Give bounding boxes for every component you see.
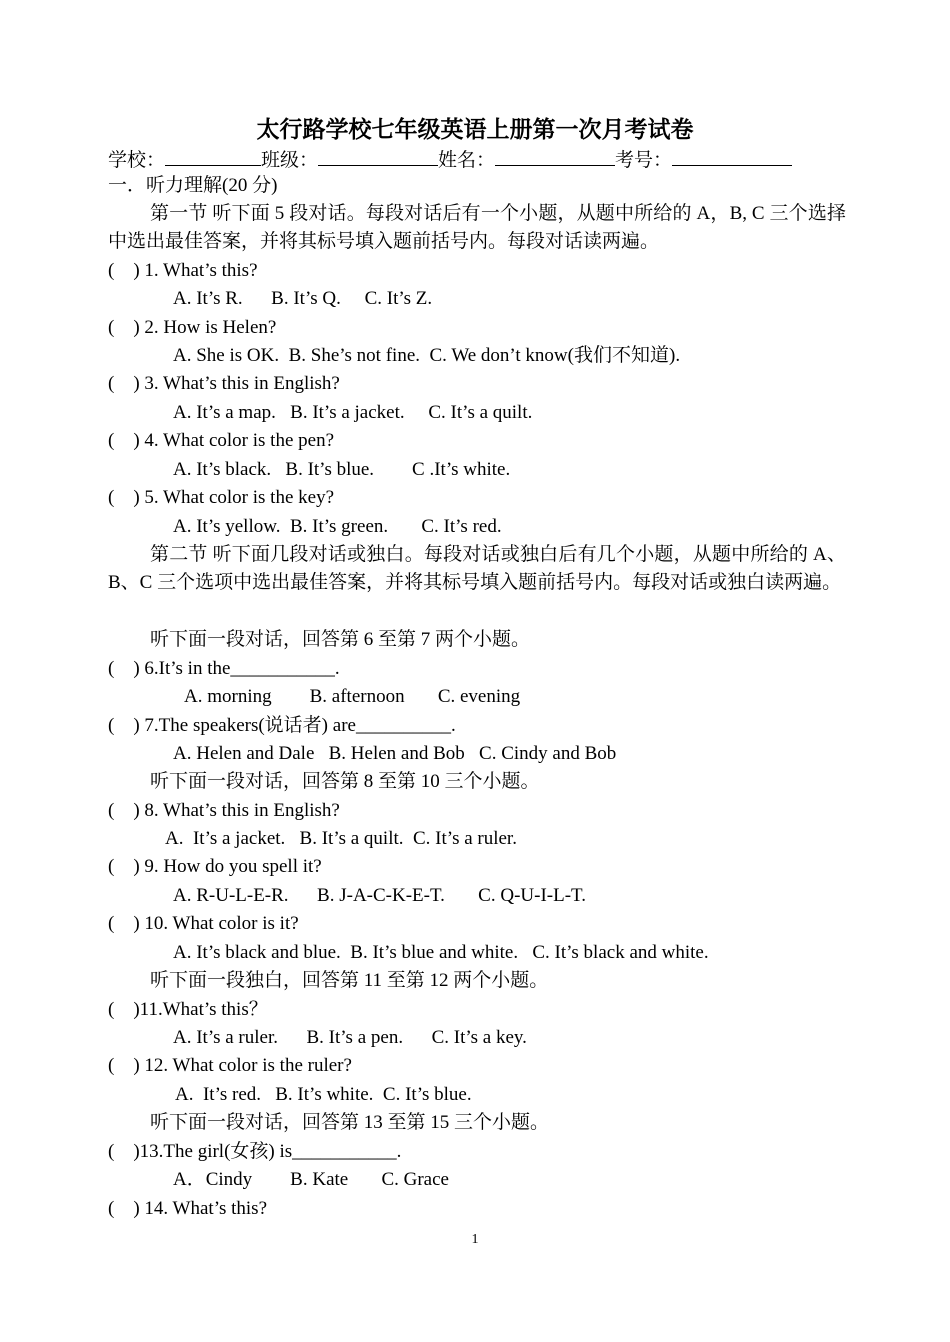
listening-prompt-11-12: 听下面一段独白，回答第 11 至第 12 两个小题。 (150, 970, 549, 991)
options-12: A. It’s red. B. It’s white. C. It’s blue. (175, 1084, 472, 1105)
school-blank (165, 145, 261, 166)
options-13: A．Cindy B. Kate C. Grace (173, 1169, 449, 1190)
number-label: 考号： (615, 150, 673, 171)
options-2: A. She is OK. B. She’s not fine. C. We don’t know(我们不知道). (173, 345, 681, 366)
options-7: A. Helen and Dale B. Helen and Bob C. Cindy and Bob (173, 743, 617, 764)
question-1: ( ) 1. What’s this? (108, 260, 258, 281)
options-3: A. It’s a map. B. It’s a jacket. C. It’s a quilt. (173, 402, 533, 423)
class-label: 班级： (261, 150, 319, 171)
section-heading: 一．听力理解(20 分) (108, 175, 278, 196)
listening-prompt-13-15: 听下面一段对话，回答第 13 至第 15 三个小题。 (150, 1112, 550, 1133)
options-4: A. It’s black. B. It’s blue. C .It’s white. (173, 459, 511, 480)
question-14: ( ) 14. What’s this? (108, 1198, 268, 1219)
options-9: A. R-U-L-E-R. B. J-A-C-K-E-T. C. Q-U-I-L-T. (173, 885, 586, 906)
question-13: ( )13.The girl(女孩) is___________. (108, 1141, 402, 1162)
student-info-row (108, 145, 792, 175)
school-label: 学校： (108, 150, 166, 171)
name-label: 姓名： (438, 150, 496, 171)
options-6: A. morning B. afternoon C. evening (184, 686, 521, 707)
question-5: ( ) 5. What color is the key? (108, 487, 334, 508)
options-8: A. It’s a jacket. B. It’s a quilt. C. It’s a ruler. (165, 828, 517, 849)
part1-instructions: 第一节 听下面 5 段对话。每段对话后有一个小题，从题中所给的 A，B, C 三个选择中选出最佳答案，并将其标号填入题前括号内。每段对话读两遍。 (108, 203, 846, 253)
question-9: ( ) 9. How do you spell it? (108, 856, 322, 877)
question-6: ( ) 6.It’s in the___________. (108, 658, 340, 679)
listening-prompt-8-10: 听下面一段对话，回答第 8 至第 10 三个小题。 (150, 771, 540, 792)
listening-prompt-6-7: 听下面一段对话，回答第 6 至第 7 两个小题。 (150, 629, 531, 650)
number-blank (672, 145, 792, 166)
exam-title: 太行路学校七年级英语上册第一次月考试卷 (256, 117, 694, 142)
question-11: ( )11.What’s this？ (108, 999, 268, 1020)
question-4: ( ) 4. What color is the pen? (108, 430, 334, 451)
question-10: ( ) 10. What color is it? (108, 913, 299, 934)
name-blank (495, 145, 615, 166)
options-1: A. It’s R. B. It’s Q. C. It’s Z. (173, 288, 433, 309)
question-2: ( ) 2. How is Helen? (108, 317, 277, 338)
page-number: 1 (471, 1232, 479, 1247)
part2-instructions: 第二节 听下面几段对话或独白。每段对话或独白后有几个小题，从题中所给的 A、B、C 三个选项中选出最佳答案，并将其标号填入题前括号内。每段对话或独白读两遍。 (108, 544, 846, 594)
question-12: ( ) 12. What color is the ruler? (108, 1055, 352, 1076)
options-11: A. It’s a ruler. B. It’s a pen. C. It’s a key. (173, 1027, 527, 1048)
question-3: ( ) 3. What’s this in English? (108, 373, 340, 394)
options-5: A. It’s yellow. B. It’s green. C. It’s red. (173, 516, 502, 537)
class-blank (318, 145, 438, 166)
options-10: A. It’s black and blue. B. It’s blue and white. C. It’s black and white. (173, 942, 709, 963)
question-7: ( ) 7.The speakers(说话者) are__________. (108, 715, 456, 736)
question-8: ( ) 8. What’s this in English? (108, 800, 340, 821)
